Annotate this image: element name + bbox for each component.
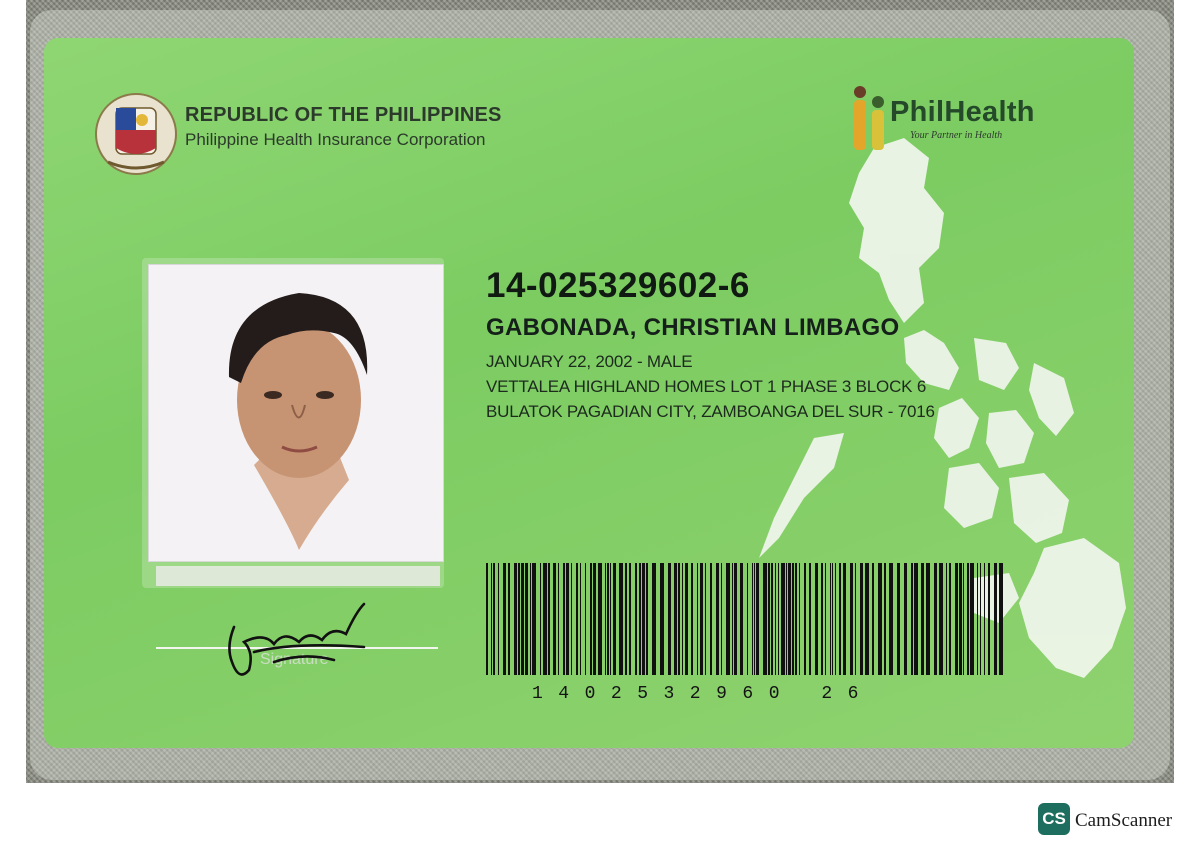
- barcode-bar: [493, 563, 495, 675]
- barcode-bar: [716, 563, 719, 675]
- address-line-1: VETTALEA HIGHLAND HOMES LOT 1 PHASE 3 BLOCK 6: [486, 377, 927, 396]
- barcode-bar: [625, 563, 627, 675]
- philippine-seal-icon: [94, 90, 178, 178]
- barcode-bar: [491, 563, 492, 675]
- barcode-bar: [855, 563, 856, 675]
- barcode-bar: [889, 563, 893, 675]
- barcode-bar: [553, 563, 556, 675]
- barcode-bar: [911, 563, 913, 675]
- barcode-bar: [754, 563, 755, 675]
- barcode-bar: [566, 563, 569, 675]
- issuer-title: REPUBLIC OF THE PHILIPPINES: [185, 104, 502, 126]
- barcode-bar: [984, 563, 985, 675]
- barcode-bar: [967, 563, 969, 675]
- barcode-bar: [607, 563, 609, 675]
- barcode-bar: [832, 563, 833, 675]
- barcode-bar: [884, 563, 886, 675]
- philhealth-brand: PhilHealth: [890, 96, 1035, 128]
- barcode-bar: [668, 563, 671, 675]
- barcode-bar: [530, 563, 531, 675]
- barcode: [486, 563, 1006, 683]
- signature-label: Signature: [260, 651, 329, 668]
- barcode-bar: [700, 563, 703, 675]
- barcode-bar: [809, 563, 811, 675]
- address-line-2: BULATOK PAGADIAN CITY, ZAMBOANGA DEL SUR - 7016: [486, 402, 935, 421]
- barcode-bar: [691, 563, 693, 675]
- barcode-bar: [732, 563, 733, 675]
- barcode-bar: [548, 563, 550, 675]
- barcode-bar: [994, 563, 997, 675]
- barcode-bar: [710, 563, 712, 675]
- barcode-bar: [580, 563, 581, 675]
- barcode-bar: [999, 563, 1003, 675]
- barcode-bar: [904, 563, 907, 675]
- barcode-bar: [926, 563, 930, 675]
- barcode-bar: [576, 563, 578, 675]
- barcode-bar: [540, 563, 541, 675]
- barcode-bar: [521, 563, 524, 675]
- barcode-bar: [508, 563, 510, 675]
- barcode-bar: [642, 563, 645, 675]
- barcode-bar: [498, 563, 499, 675]
- philhealth-tagline: Your Partner in Health: [910, 130, 1003, 141]
- barcode-bar: [955, 563, 958, 675]
- barcode-bar: [503, 563, 506, 675]
- barcode-bar: [563, 563, 565, 675]
- philhealth-id-card: [44, 38, 1134, 748]
- barcode-bar: [629, 563, 631, 675]
- handwritten-signature: [214, 582, 374, 692]
- barcode-bar: [518, 563, 520, 675]
- barcode-bar: [514, 563, 517, 675]
- barcode-bar: [705, 563, 706, 675]
- barcode-bar: [678, 563, 680, 675]
- barcode-bar: [977, 563, 978, 675]
- barcode-bar: [897, 563, 900, 675]
- barcode-bar: [756, 563, 759, 675]
- barcode-bar: [486, 563, 488, 675]
- barcode-bar: [740, 563, 743, 675]
- barcode-bar: [865, 563, 869, 675]
- barcode-bar: [775, 563, 776, 675]
- member-name: GABONADA, CHRISTIAN LIMBAGO: [486, 314, 900, 341]
- barcode-bar: [721, 563, 722, 675]
- barcode-bar: [639, 563, 641, 675]
- barcode-bar: [839, 563, 841, 675]
- barcode-bar: [825, 563, 826, 675]
- barcode-bar: [921, 563, 924, 675]
- barcode-bar: [792, 563, 794, 675]
- barcode-bar: [752, 563, 753, 675]
- birthdate-sex: JANUARY 22, 2002 - MALE: [486, 352, 693, 371]
- camscanner-label: CamScanner: [1075, 810, 1173, 831]
- barcode-bar: [590, 563, 592, 675]
- barcode-bar: [598, 563, 602, 675]
- barcode-digits: 1402532960 26: [532, 684, 874, 704]
- barcode-bar: [697, 563, 698, 675]
- barcode-bar: [646, 563, 648, 675]
- barcode-bar: [843, 563, 846, 675]
- barcode-bar: [959, 563, 962, 675]
- id-photo: [148, 264, 444, 562]
- barcode-bar: [605, 563, 606, 675]
- barcode-bar: [878, 563, 882, 675]
- barcode-bar: [532, 563, 536, 675]
- barcode-bar: [988, 563, 990, 675]
- barcode-bar: [768, 563, 770, 675]
- barcode-bar: [778, 563, 779, 675]
- barcode-bar: [799, 563, 800, 675]
- barcode-bar: [821, 563, 823, 675]
- barcode-bar: [781, 563, 785, 675]
- barcode-bar: [970, 563, 974, 675]
- barcode-bar: [939, 563, 943, 675]
- barcode-bar: [949, 563, 951, 675]
- barcode-bar: [860, 563, 863, 675]
- barcode-bar: [525, 563, 528, 675]
- barcode-bar: [734, 563, 737, 675]
- barcode-bar: [747, 563, 748, 675]
- barcode-bar: [914, 563, 918, 675]
- barcode-bar: [635, 563, 637, 675]
- barcode-bar: [763, 563, 767, 675]
- barcode-bar: [585, 563, 586, 675]
- barcode-bar: [674, 563, 677, 675]
- barcode-bar: [980, 563, 981, 675]
- barcode-bar: [786, 563, 787, 675]
- barcode-bar: [571, 563, 572, 675]
- barcode-bar: [804, 563, 806, 675]
- barcode-bar: [850, 563, 853, 675]
- camscanner-icon: CS: [1038, 803, 1070, 835]
- barcode-bar: [558, 563, 559, 675]
- barcode-bar: [771, 563, 773, 675]
- barcode-bar: [610, 563, 611, 675]
- barcode-bar: [726, 563, 730, 675]
- barcode-bar: [795, 563, 797, 675]
- barcode-bar: [835, 563, 836, 675]
- philhealth-id-number: 14-025329602-6: [486, 266, 750, 305]
- barcode-bar: [543, 563, 547, 675]
- barcode-bar: [815, 563, 818, 675]
- barcode-bar: [652, 563, 656, 675]
- barcode-bar: [788, 563, 791, 675]
- barcode-bar: [963, 563, 964, 675]
- barcode-bar: [613, 563, 616, 675]
- barcode-bar: [934, 563, 937, 675]
- barcode-bar: [660, 563, 664, 675]
- barcode-bar: [682, 563, 683, 675]
- barcode-bar: [619, 563, 623, 675]
- barcode-bar: [685, 563, 688, 675]
- portrait-image: [149, 265, 443, 561]
- barcode-bar: [830, 563, 831, 675]
- barcode-bar: [593, 563, 596, 675]
- corporation-name: Philippine Health Insurance Corporation: [185, 130, 486, 149]
- barcode-bar: [872, 563, 874, 675]
- barcode-bar: [946, 563, 947, 675]
